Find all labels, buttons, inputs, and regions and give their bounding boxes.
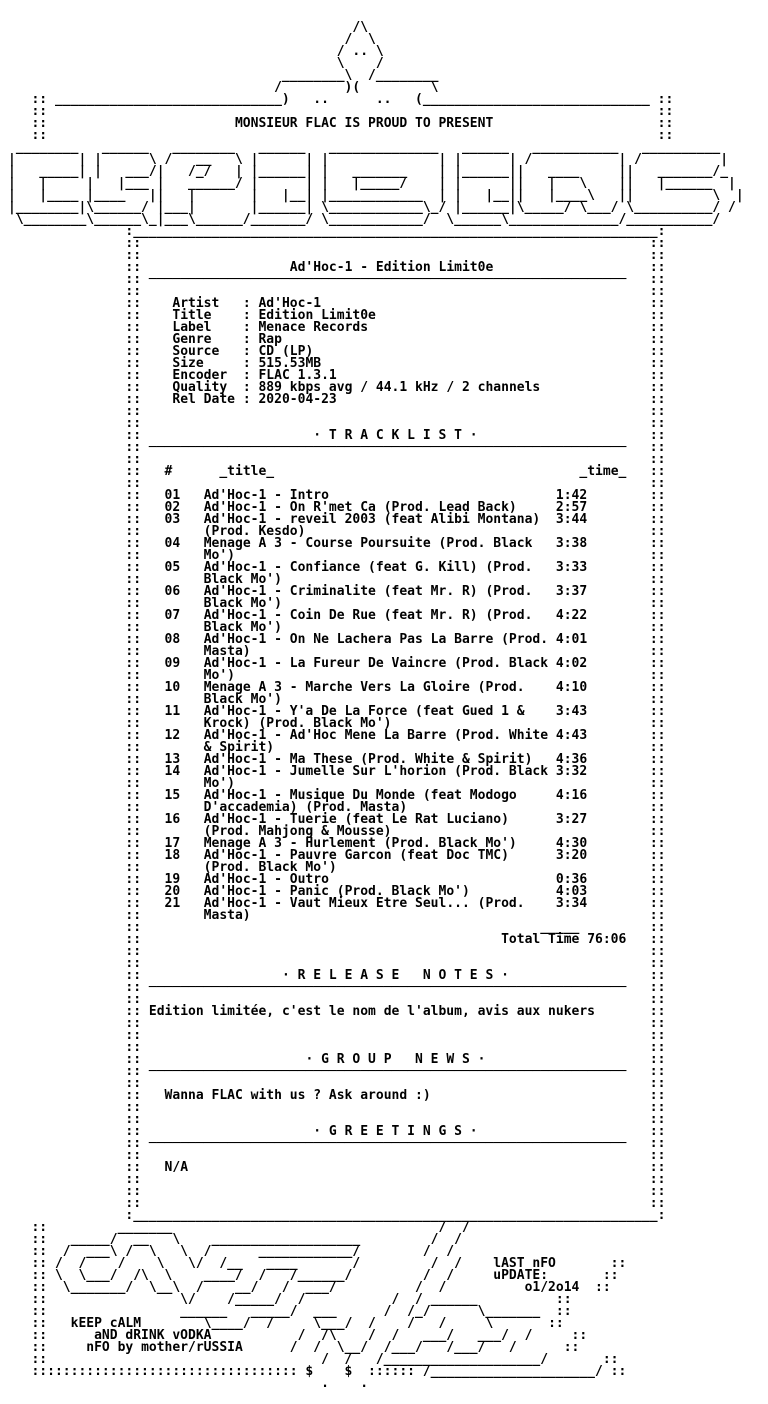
track-number: 02	[164, 500, 181, 515]
track-time: 3:32	[555, 764, 588, 779]
track-title: Ad'Hoc-1 - On Ne Lachera Pas La Barre (Prod.	[203, 632, 556, 647]
intro-line: MONSIEUR FLAC IS PROUD TO PRESENT	[234, 116, 494, 131]
track-time: 4:01	[555, 632, 588, 647]
track-number: 15	[164, 788, 181, 803]
track-number: 14	[164, 764, 181, 779]
track-title: Ad'Hoc-1 - Intro	[203, 488, 556, 503]
tracklist-heading: · T R A C K L I S T ·	[313, 428, 478, 443]
info-value-artist: Ad'Hoc-1	[258, 296, 322, 311]
track-time: 4:43	[555, 728, 588, 743]
total-time-label: Total Time	[501, 932, 580, 947]
track-title: Ad'Hoc-1 - Y'a De La Force (feat Gued 1 &	[203, 704, 556, 719]
info-value-encoder: FLAC 1.3.1	[258, 368, 337, 383]
col-title: _title_	[219, 464, 275, 479]
release-title: Ad'Hoc-1 - Edition Limit0e	[289, 260, 494, 275]
track-time: 4:22	[555, 608, 588, 623]
track-time: 3:37	[555, 584, 588, 599]
info-value-size: 515.53MB	[258, 356, 322, 371]
track-time: 3:43	[555, 704, 588, 719]
greetings-text: N/A	[164, 1160, 189, 1175]
track-time: 3:34	[555, 896, 588, 911]
track-time: 4:02	[555, 656, 588, 671]
info-label-size: Size	[172, 356, 204, 371]
track-number: 20	[164, 884, 181, 899]
track-title: Menage A 3 - Marche Vers La Gloire (Prod.	[203, 680, 556, 695]
track-number: 03	[164, 512, 181, 527]
track-number: 16	[164, 812, 181, 827]
track-number: 09	[164, 656, 181, 671]
info-value-source: CD (LP)	[258, 344, 314, 359]
footer-credit: nFO by mother/rUSSIA	[86, 1340, 243, 1355]
group_news-heading: · G R O U P N E W S ·	[305, 1052, 486, 1067]
track-number: 05	[164, 560, 181, 575]
track-time: 3:33	[555, 560, 588, 575]
track-title: Ad'Hoc-1 - Vaut Mieux Etre Seul... (Prod.	[203, 896, 556, 911]
track-title: Ad'Hoc-1 - Pauvre Garcon (feat Doc TMC)	[203, 848, 556, 863]
track-time: 4:10	[555, 680, 588, 695]
track-title: Ad'Hoc-1 - Coin De Rue (feat Mr. R) (Prod.	[203, 608, 556, 623]
release_notes-heading: · R E L E A S E N O T E S ·	[281, 968, 509, 983]
info-value-quality: 889 kbps avg / 44.1 kHz / 2 channels	[258, 380, 541, 395]
footer-motto-2: aND dRINK vODKA	[94, 1328, 212, 1343]
info-label-quality: Quality	[172, 380, 228, 395]
track-title: Menage A 3 - Hurlement (Prod. Black Mo')	[203, 836, 556, 851]
track-title: Ad'Hoc-1 - Jumelle Sur L'horion (Prod. Black	[203, 764, 556, 779]
track-time: 4:36	[555, 752, 588, 767]
footer-update-label-2: uPDATE:	[493, 1268, 549, 1283]
track-number: 04	[164, 536, 181, 551]
track-title: Ad'Hoc-1 - La Fureur De Vaincre (Prod. Black	[203, 656, 556, 671]
track-number: 01	[164, 488, 181, 503]
track-time: 4:30	[555, 836, 588, 851]
track-time: 3:38	[555, 536, 588, 551]
track-title: Ad'Hoc-1 - Criminalite (feat Mr. R) (Prod.	[203, 584, 556, 599]
greetings-heading: · G R E E T I N G S ·	[313, 1124, 478, 1139]
track-time: 3:27	[555, 812, 588, 827]
footer-motto-1: kEEP cALM	[70, 1316, 142, 1331]
track-time: 4:03	[555, 884, 588, 899]
track-time: 1:42	[555, 488, 588, 503]
track-number: 11	[164, 704, 181, 719]
info-value-rel_date: 2020-04-23	[258, 392, 337, 407]
track-number: 13	[164, 752, 181, 767]
track-number: 12	[164, 728, 181, 743]
col-num: #	[164, 464, 173, 479]
track-number: 06	[164, 584, 181, 599]
info-label-label: Label	[172, 320, 212, 335]
track-time: 3:44	[555, 512, 588, 527]
info-label-rel_date: Rel Date	[172, 392, 235, 407]
track-title: Ad'Hoc-1 - On R'met Ca (Prod. Lead Back)	[203, 500, 556, 515]
track-title: Ad'Hoc-1 - Musique Du Monde (feat Modogo	[203, 788, 556, 803]
group-news-text: Wanna FLAC with us ? Ask around :)	[164, 1088, 431, 1103]
release-notes-text: Edition limitée, c'est le nom de l'album, avis aux nukers	[148, 1004, 596, 1019]
info-label-source: Source	[172, 344, 220, 359]
track-title: Ad'Hoc-1 - Ma These (Prod. White & Spirit)	[203, 752, 556, 767]
track-time: 2:57	[555, 500, 588, 515]
footer-update-date: o1/2o14	[524, 1280, 580, 1295]
nfo-document: /\ / \ / .. \ \ / ________\ /________ / )( \ :: _____________________________) .. .. (_____________________________ :: :: :: :: MONSIEUR FLAC IS PROUD TO PRESENT :: :: :: ________ ______ ________ ______ ______________ ______ ___________ __________ | | | \ / __ \ | | | | | | / | / | | _____| | ___/| /_/ | |______| | _______ | |______|| ____ || _______/_ | | | |___ | ______/ | | | |_____/ | | || | \ || |______ | | |____ |____ || | | |__| |____________ | | |__|| |____\ || \ | |________|\______/ |___| |______| \____________\_/ |______|\_____/ \___/ \__________/ / \________\______\_|___\______/_______/ \____________/ \______\______________/___________/ :___________________________________________________________________: :: :: :: :: :: Ad'Hoc-1 - Edition Limit0e :: :: ───────────────────────────────────────────────────────────── :: :: :: :: Artist : Ad'Hoc-1 :: :: Title : Edition Limit0e :: :: Label : Menace Records :: :: Genre : Rap :: :: Source : CD (LP) :: :: Size : 515.53MB :: :: Encoder : FLAC 1.3.1 :: :: Quality : 889 kbps avg / 44.1 kHz / 2 channels :: :: Rel Date : 2020-04-23 :: :: :: :: :: :: · T R A C K L I S T · :: :: ───────────────────────────────────────────────────────────── :: :: :: :: # _title_ _time_ :: :: :: :: 01 Ad'Hoc-1 - Intro 1:42 :: :: 02 Ad'Hoc-1 - On R'met Ca (Prod. Lead Back) 2:57 :: :: 03 Ad'Hoc-1 - reveil 2003 (feat Alibi Montana) 3:44 :: :: (Prod. Kesdo) :: :: 04 Menage A 3 - Course Poursuite (Prod. Black 3:38 :: :: Mo') :: :: 05 Ad'Hoc-1 - Confiance (feat G. Kill) (Prod. 3:33 :: :: Black Mo') :: :: 06 Ad'Hoc-1 - Criminalite (feat Mr. R) (Prod. 3:37 :: :: Black Mo') :: :: 07 Ad'Hoc-1 - Coin De Rue (feat Mr. R) (Prod. 4:22 :: :: Black Mo') :: :: 08 Ad'Hoc-1 - On Ne Lachera Pas La Barre (Prod. 4:01 :: :: Masta) :: :: 09 Ad'Hoc-1 - La Fureur De Vaincre (Prod. Black 4:02 :: :: Mo') :: :: 10 Menage A 3 - Marche Vers La Gloire (Prod. 4:10 :: :: Black Mo') :: :: 11 Ad'Hoc-1 - Y'a De La Force (feat Gued 1 & 3:43 :: :: Krock) (Prod. Black Mo') :: :: 12 Ad'Hoc-1 - Ad'Hoc Mene La Barre (Prod. White 4:43 :: :: & Spirit) :: :: 13 Ad'Hoc-1 - Ma These (Prod. White & Spirit) 4:36 :: :: 14 Ad'Hoc-1 - Jumelle Sur L'horion (Prod. Black 3:32 :: :: Mo') :: :: 15 Ad'Hoc-1 - Musique Du Monde (feat Modogo 4:16 :: :: D'accademia) (Prod. Masta) :: :: 16 Ad'Hoc-1 - Tuerie (feat Le Rat Luciano) 3:27 :: :: (Prod. Mahjong & Mousse) :: :: 17 Menage A 3 - Hurlement (Prod. Black Mo') 4:30 :: :: 18 Ad'Hoc-1 - Pauvre Garcon (feat Doc TMC) 3:20 :: :: (Prod. Black Mo') :: :: 19 Ad'Hoc-1 - Outro 0:36 :: :: 20 Ad'Hoc-1 - Panic (Prod. Black Mo') 4:03 :: :: 21 Ad'Hoc-1 - Vaut Mieux Etre Seul... (Prod. 3:34 :: :: Masta) :: :: _____ :: :: Total Time 76:06 :: :: :: :: :: :: · R E L E A S E N O T E S · :: :: ───────────────────────────────────────────────────────────── :: :: :: :: Edition limitée, c'est le nom de l'album, avis aux nukers :: :: :: :: :: :: :: :: · G R O U P N E W S · :: :: ───────────────────────────────────────────────────────────── :: :: :: :: Wanna FLAC with us ? Ask around :) :: :: :: :: :: :: · G R E E T I N G S · :: :: ───────────────────────────────────────────────────────────── :: :: :: :: N/A :: :: :: :: :: :: :: :___________________________________________________________________: :: _______ / / :: _____/ __ \ ___________________ / / :: / ___\ / \ \ / ____________/ / / :: / / / \ \/ /__ ____ / / / lAST nFO :: :: \ \___/ /\ \ ____/ / /______/ / / uPDATE: :: :: \_______/ \__\ / __/ / ___/ / / o1/2o14 :: :: \/ /_____/ / / / ______ :: :: ______ _____/ ___ / /_/ \_______ :: :: kEEP cALM \____/ / \___/ / / / \ :: :: aND dRINK vODKA / /\ / / ___/ ___/ / :: :: nFO by mother/rUSSIA / / \__/ /___/ /___/ / :: :: / / /____________________/ :: :::::::::::::::::::::::::::::::::: $ $ :::::: /_____________________/ :: . .	[8, 20, 744, 1391]
track-number: 10	[164, 680, 181, 695]
info-label-genre: Genre	[172, 332, 212, 347]
track-number: 19	[164, 872, 181, 887]
track-number: 07	[164, 608, 181, 623]
track-number: 21	[164, 896, 181, 911]
total-time: 76:06	[587, 932, 627, 947]
info-label-title: Title	[172, 308, 212, 323]
track-time: 4:16	[555, 788, 588, 803]
info-value-title: Edition Limit0e	[258, 308, 376, 323]
ascii-logo: ________ ______ ________ ______ ______________ ______ ___________ __________ | | | \ / __ \ | | | | | | / | / | | _____| | ___/| /_/ | |______| | _______ | |______|| ____ || _______/_ | | | |___ | ______/ | | | |_____/ | | || | \ || |______ | | |____ |____ || | | |__| |____________ | | |__|| |____\ || \ | |________|\______/ |___| |______| \____________\_/ |______|\_____/ \___/ \__________/ / \________\______\_|___\______/_______/ \____________/ \______\______________/___________/	[8, 140, 744, 227]
info-label-artist: Artist	[172, 296, 220, 311]
track-title: Ad'Hoc-1 - reveil 2003 (feat Alibi Montana)	[203, 512, 556, 527]
track-title: Ad'Hoc-1 - Tuerie (feat Le Rat Luciano)	[203, 812, 556, 827]
col-time: _time_	[579, 464, 627, 479]
track-number: 08	[164, 632, 181, 647]
track-title: Ad'Hoc-1 - Outro	[203, 872, 556, 887]
track-title: Ad'Hoc-1 - Panic (Prod. Black Mo')	[203, 884, 556, 899]
track-title: Ad'Hoc-1 - Confiance (feat G. Kill) (Prod.	[203, 560, 556, 575]
track-title: Menage A 3 - Course Poursuite (Prod. Black	[203, 536, 556, 551]
track-title: Ad'Hoc-1 - Ad'Hoc Mene La Barre (Prod. White	[203, 728, 556, 743]
info-value-genre: Rap	[258, 332, 282, 347]
track-time: 3:20	[555, 848, 588, 863]
info-label-encoder: Encoder	[172, 368, 228, 383]
info-value-label: Menace Records	[258, 320, 369, 335]
track-time: 0:36	[555, 872, 588, 887]
footer-update-label-1: lAST nFO	[493, 1256, 556, 1271]
track-number: 17	[164, 836, 181, 851]
track-number: 18	[164, 848, 181, 863]
